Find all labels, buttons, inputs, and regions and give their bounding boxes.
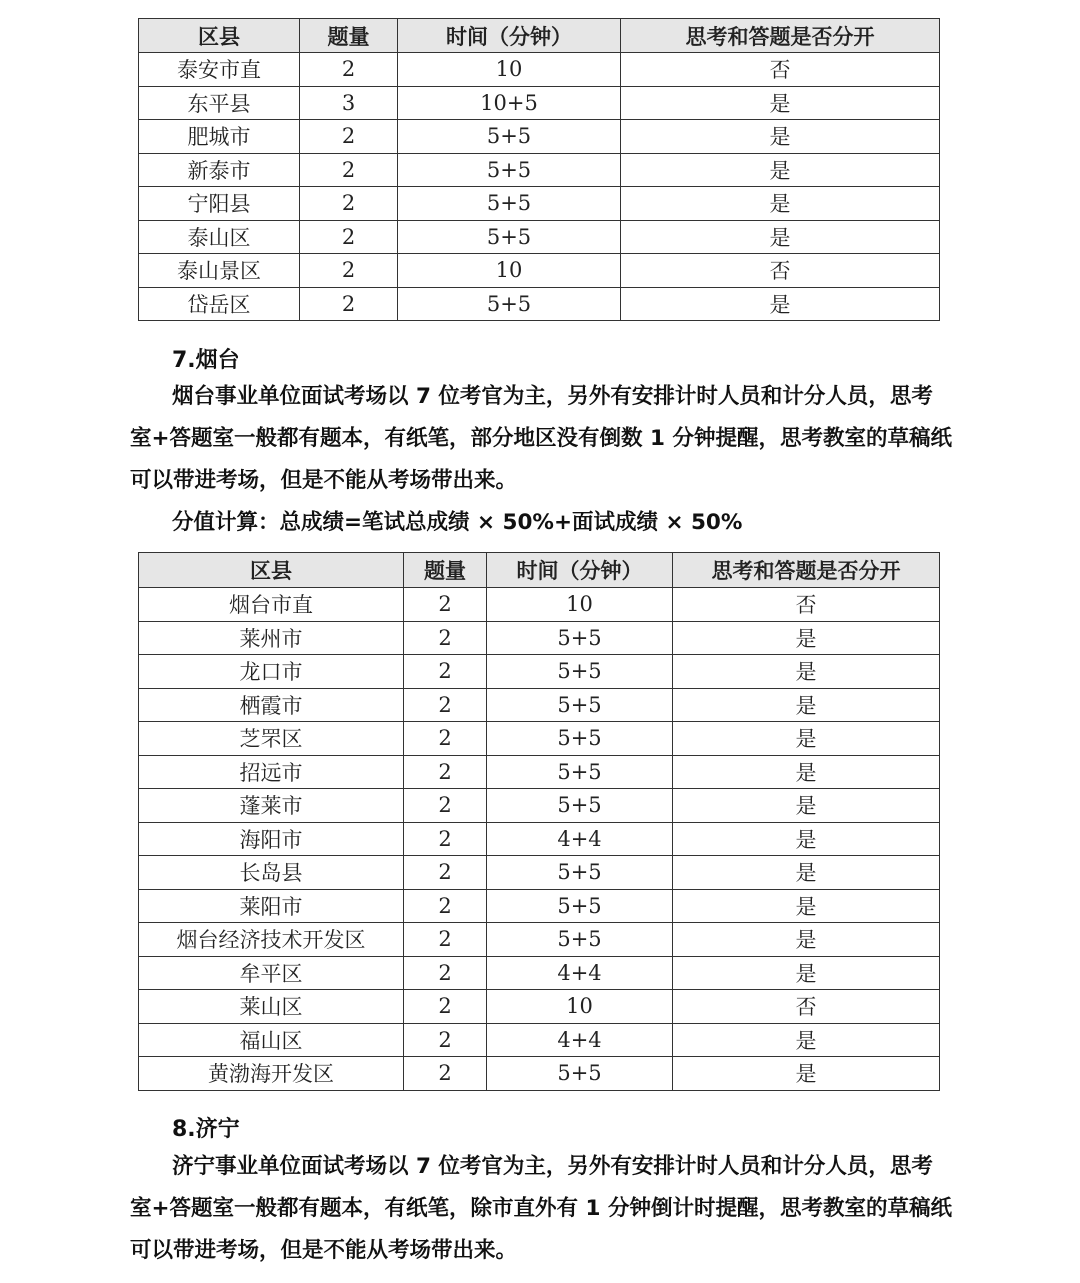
cell-question-count: 2	[404, 822, 487, 856]
section-heading-yantai: 7.烟台	[172, 348, 240, 373]
cell-separate: 是	[673, 923, 940, 957]
cell-question-count: 2	[300, 53, 398, 87]
paragraph-line: 烟台事业单位面试考场以 7 位考官为主，另外有安排计时人员和计分人员，思考	[172, 384, 933, 409]
table-row	[139, 254, 940, 288]
cell-separate: 是	[673, 856, 940, 890]
cell-separate: 是	[621, 220, 940, 254]
table-row	[139, 187, 940, 221]
cell-separate: 是	[673, 956, 940, 990]
cell-time: 4+4	[487, 822, 673, 856]
cell-question-count: 2	[300, 153, 398, 187]
cell-separate: 是	[673, 688, 940, 722]
paragraph-line: 可以带进考场，但是不能从考场带出来。	[130, 468, 518, 493]
cell-question-count: 2	[404, 923, 487, 957]
header-separate: 思考和答题是否分开	[621, 19, 940, 53]
cell-separate: 否	[621, 53, 940, 87]
cell-time: 5+5	[487, 856, 673, 890]
cell-separate: 是	[621, 187, 940, 221]
table-row	[139, 688, 940, 722]
cell-time: 10	[398, 53, 621, 87]
table-row	[139, 220, 940, 254]
table-row	[139, 588, 940, 622]
cell-question-count: 2	[404, 1057, 487, 1091]
table-row	[139, 120, 940, 154]
cell-district: 泰山景区	[139, 254, 300, 288]
cell-district: 岱岳区	[139, 287, 300, 321]
cell-district: 栖霞市	[139, 688, 404, 722]
cell-time: 5+5	[487, 923, 673, 957]
cell-time: 10+5	[398, 86, 621, 120]
cell-district: 泰山区	[139, 220, 300, 254]
header-time: 时间（分钟）	[398, 19, 621, 53]
cell-time: 5+5	[398, 287, 621, 321]
cell-time: 10	[398, 254, 621, 288]
cell-question-count: 2	[404, 956, 487, 990]
cell-separate: 是	[673, 722, 940, 756]
cell-time: 5+5	[487, 1057, 673, 1091]
header-separate: 思考和答题是否分开	[673, 553, 940, 588]
cell-district: 新泰市	[139, 153, 300, 187]
cell-question-count: 2	[404, 722, 487, 756]
paragraph-line: 室+答题室一般都有题本，有纸笔，除市直外有 1 分钟倒计时提醒，思考教室的草稿纸	[130, 1196, 952, 1221]
cell-time: 5+5	[487, 889, 673, 923]
cell-time: 5+5	[398, 120, 621, 154]
cell-separate: 是	[673, 1057, 940, 1091]
cell-time: 10	[487, 588, 673, 622]
cell-separate: 是	[673, 889, 940, 923]
cell-question-count: 2	[404, 621, 487, 655]
cell-separate: 否	[673, 588, 940, 622]
cell-question-count: 2	[300, 254, 398, 288]
table-row	[139, 1057, 940, 1091]
cell-district: 肥城市	[139, 120, 300, 154]
cell-question-count: 2	[404, 655, 487, 689]
cell-separate: 是	[621, 86, 940, 120]
cell-question-count: 2	[404, 755, 487, 789]
table-row	[139, 889, 940, 923]
cell-separate: 是	[673, 822, 940, 856]
cell-separate: 是	[673, 755, 940, 789]
cell-separate: 否	[621, 254, 940, 288]
table-row	[139, 621, 940, 655]
header-time: 时间（分钟）	[487, 553, 673, 588]
yantai-paragraph	[130, 376, 952, 544]
cell-question-count: 2	[404, 990, 487, 1024]
cell-district: 长岛县	[139, 856, 404, 890]
cell-time: 5+5	[487, 655, 673, 689]
table-row	[139, 822, 940, 856]
table-row	[139, 287, 940, 321]
cell-district: 东平县	[139, 86, 300, 120]
table-row	[139, 923, 940, 957]
table-header-row	[139, 19, 940, 53]
cell-time: 4+4	[487, 956, 673, 990]
cell-question-count: 2	[300, 287, 398, 321]
cell-time: 5+5	[398, 220, 621, 254]
cell-district: 烟台市直	[139, 588, 404, 622]
cell-time: 4+4	[487, 1023, 673, 1057]
cell-separate: 是	[621, 120, 940, 154]
table-header-row	[139, 553, 940, 588]
cell-separate: 否	[673, 990, 940, 1024]
table-row	[139, 856, 940, 890]
cell-time: 5+5	[398, 153, 621, 187]
cell-question-count: 2	[404, 889, 487, 923]
cell-time: 5+5	[487, 789, 673, 823]
cell-time: 5+5	[487, 688, 673, 722]
cell-question-count: 3	[300, 86, 398, 120]
section-heading-jining: 8.济宁	[172, 1117, 240, 1142]
header-district: 区县	[139, 553, 404, 588]
taian-exam-table	[138, 18, 940, 321]
header-question-count: 题量	[300, 19, 398, 53]
cell-question-count: 2	[300, 120, 398, 154]
table-row	[139, 655, 940, 689]
cell-separate: 是	[673, 1023, 940, 1057]
paragraph-line: 可以带进考场，但是不能从考场带出来。	[130, 1238, 518, 1263]
table-body	[139, 53, 940, 321]
cell-district: 莱阳市	[139, 889, 404, 923]
table-body	[139, 588, 940, 1091]
cell-question-count: 2	[404, 588, 487, 622]
table-row	[139, 789, 940, 823]
cell-district: 莱州市	[139, 621, 404, 655]
header-question-count: 题量	[404, 553, 487, 588]
cell-time: 5+5	[487, 722, 673, 756]
cell-district: 泰安市直	[139, 53, 300, 87]
cell-separate: 是	[673, 789, 940, 823]
jining-paragraph	[130, 1146, 952, 1272]
table-row	[139, 990, 940, 1024]
table-row	[139, 53, 940, 87]
cell-separate: 是	[673, 621, 940, 655]
cell-district: 蓬莱市	[139, 789, 404, 823]
paragraph-line: 室+答题室一般都有题本，有纸笔，部分地区没有倒数 1 分钟提醒，思考教室的草稿纸	[130, 426, 952, 451]
cell-district: 牟平区	[139, 956, 404, 990]
cell-district: 龙口市	[139, 655, 404, 689]
cell-question-count: 2	[300, 220, 398, 254]
cell-separate: 是	[621, 287, 940, 321]
cell-separate: 是	[621, 153, 940, 187]
cell-district: 莱山区	[139, 990, 404, 1024]
table-row	[139, 86, 940, 120]
cell-question-count: 2	[404, 688, 487, 722]
cell-time: 5+5	[398, 187, 621, 221]
cell-question-count: 2	[300, 187, 398, 221]
table-row	[139, 956, 940, 990]
cell-district: 招远市	[139, 755, 404, 789]
cell-question-count: 2	[404, 1023, 487, 1057]
cell-district: 海阳市	[139, 822, 404, 856]
cell-question-count: 2	[404, 856, 487, 890]
cell-separate: 是	[673, 655, 940, 689]
cell-district: 芝罘区	[139, 722, 404, 756]
header-district: 区县	[139, 19, 300, 53]
paragraph-line: 济宁事业单位面试考场以 7 位考官为主，另外有安排计时人员和计分人员，思考	[172, 1154, 933, 1179]
cell-district: 宁阳县	[139, 187, 300, 221]
table-row	[139, 755, 940, 789]
cell-district: 黄渤海开发区	[139, 1057, 404, 1091]
cell-district: 烟台经济技术开发区	[139, 923, 404, 957]
cell-district: 福山区	[139, 1023, 404, 1057]
yantai-exam-table	[138, 552, 940, 1091]
cell-time: 10	[487, 990, 673, 1024]
cell-time: 5+5	[487, 621, 673, 655]
cell-time: 5+5	[487, 755, 673, 789]
table-row	[139, 1023, 940, 1057]
table-row	[139, 722, 940, 756]
score-formula: 分值计算：总成绩=笔试总成绩 × 50%+面试成绩 × 50%	[172, 510, 743, 535]
cell-question-count: 2	[404, 789, 487, 823]
table-row	[139, 153, 940, 187]
